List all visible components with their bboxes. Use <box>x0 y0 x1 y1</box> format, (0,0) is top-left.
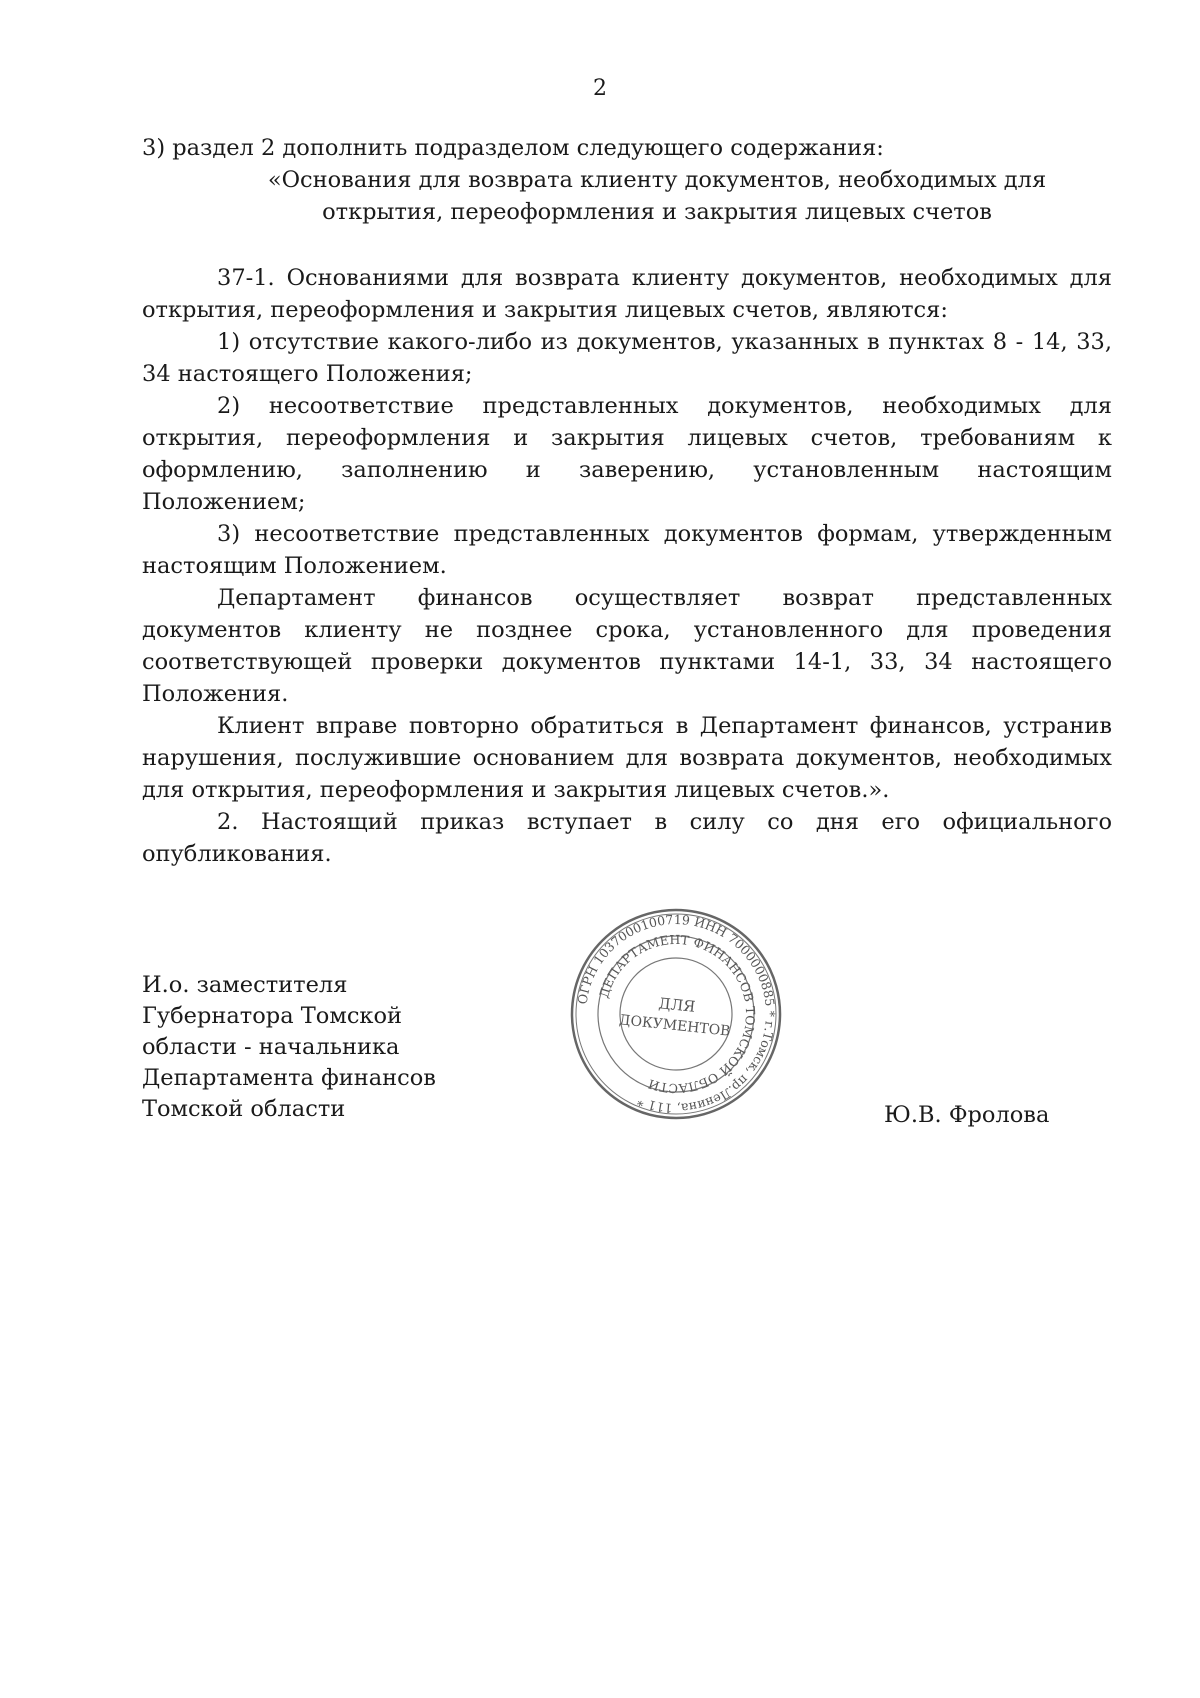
list-item-2: 2) несоответствие представленных документов, необходимых для открытия, переоформления и закрытия лицевых счетов, требованиям к оформлению, заполнению и заверению, установленным настоящим Положением; <box>142 393 1112 515</box>
paragraph-37-1: 37-1. Основаниями для возврата клиенту документов, необходимых для открытия, переоформления и закрытия лицевых счетов, являются: <box>142 265 1112 323</box>
stamp-inner-text: ДЕПАРТАМЕНТ ФИНАНСОВ ТОМСКОЙ ОБЛАСТИ <box>596 931 759 1097</box>
amendment-intro: 3) раздел 2 дополнить подразделом следующего содержания: <box>142 135 884 161</box>
official-stamp <box>557 895 794 1132</box>
paragraph-reapply: Клиент вправе повторно обратиться в Департамент финансов, устранив нарушения, послужившие основанием для возврата документов, необходимых для открытия, переоформления и закрытия лицевых счетов.». <box>142 713 1112 803</box>
paragraph-effective-date: 2. Настоящий приказ вступает в силу со дня его официального опубликования. <box>142 809 1112 867</box>
signatory-name: Ю.В. Фролова <box>884 1102 1050 1128</box>
signatory-title-line: Департамента финансов <box>142 1065 436 1091</box>
signatory-title <box>142 970 542 1125</box>
stamp-center-line1: ДЛЯ <box>657 994 697 1016</box>
subsection-heading-line1: «Основания для возврата клиенту документов, необходимых для <box>267 167 1047 193</box>
stamp-seal-icon <box>557 895 794 1132</box>
signatory-title-line: И.о. заместителя <box>142 972 348 998</box>
signatory-title-line: Томской области <box>142 1096 346 1122</box>
list-item-1: 1) отсутствие какого-либо из документов, указанных в пунктах 8 - 14, 33, 34 настоящего Положения; <box>142 329 1112 387</box>
signatory-title-line: области - начальника <box>142 1034 400 1060</box>
subsection-heading <box>242 164 1072 228</box>
signatory-title-line: Губернатора Томской <box>142 1003 403 1029</box>
page-number: 2 <box>593 76 607 101</box>
list-item-3: 3) несоответствие представленных документов формам, утвержденным настоящим Положением. <box>142 521 1112 579</box>
document-body <box>142 132 1112 870</box>
stamp-center-line2: ДОКУМЕНТОВ <box>618 1012 732 1040</box>
paragraph-return-terms: Департамент финансов осуществляет возврат представленных документов клиенту не позднее срока, установленного для проведения соответствующей проверки документов пунктами 14-1, 33, 34 настоящего Положения. <box>142 585 1112 707</box>
stamp-outer-text: ОГРН 1037000100719 ИНН 7000000885 * г.Томск, пр.Ленина, 111 * <box>574 911 779 1117</box>
subsection-heading-line2: открытия, переоформления и закрытия лицевых счетов <box>322 199 992 225</box>
